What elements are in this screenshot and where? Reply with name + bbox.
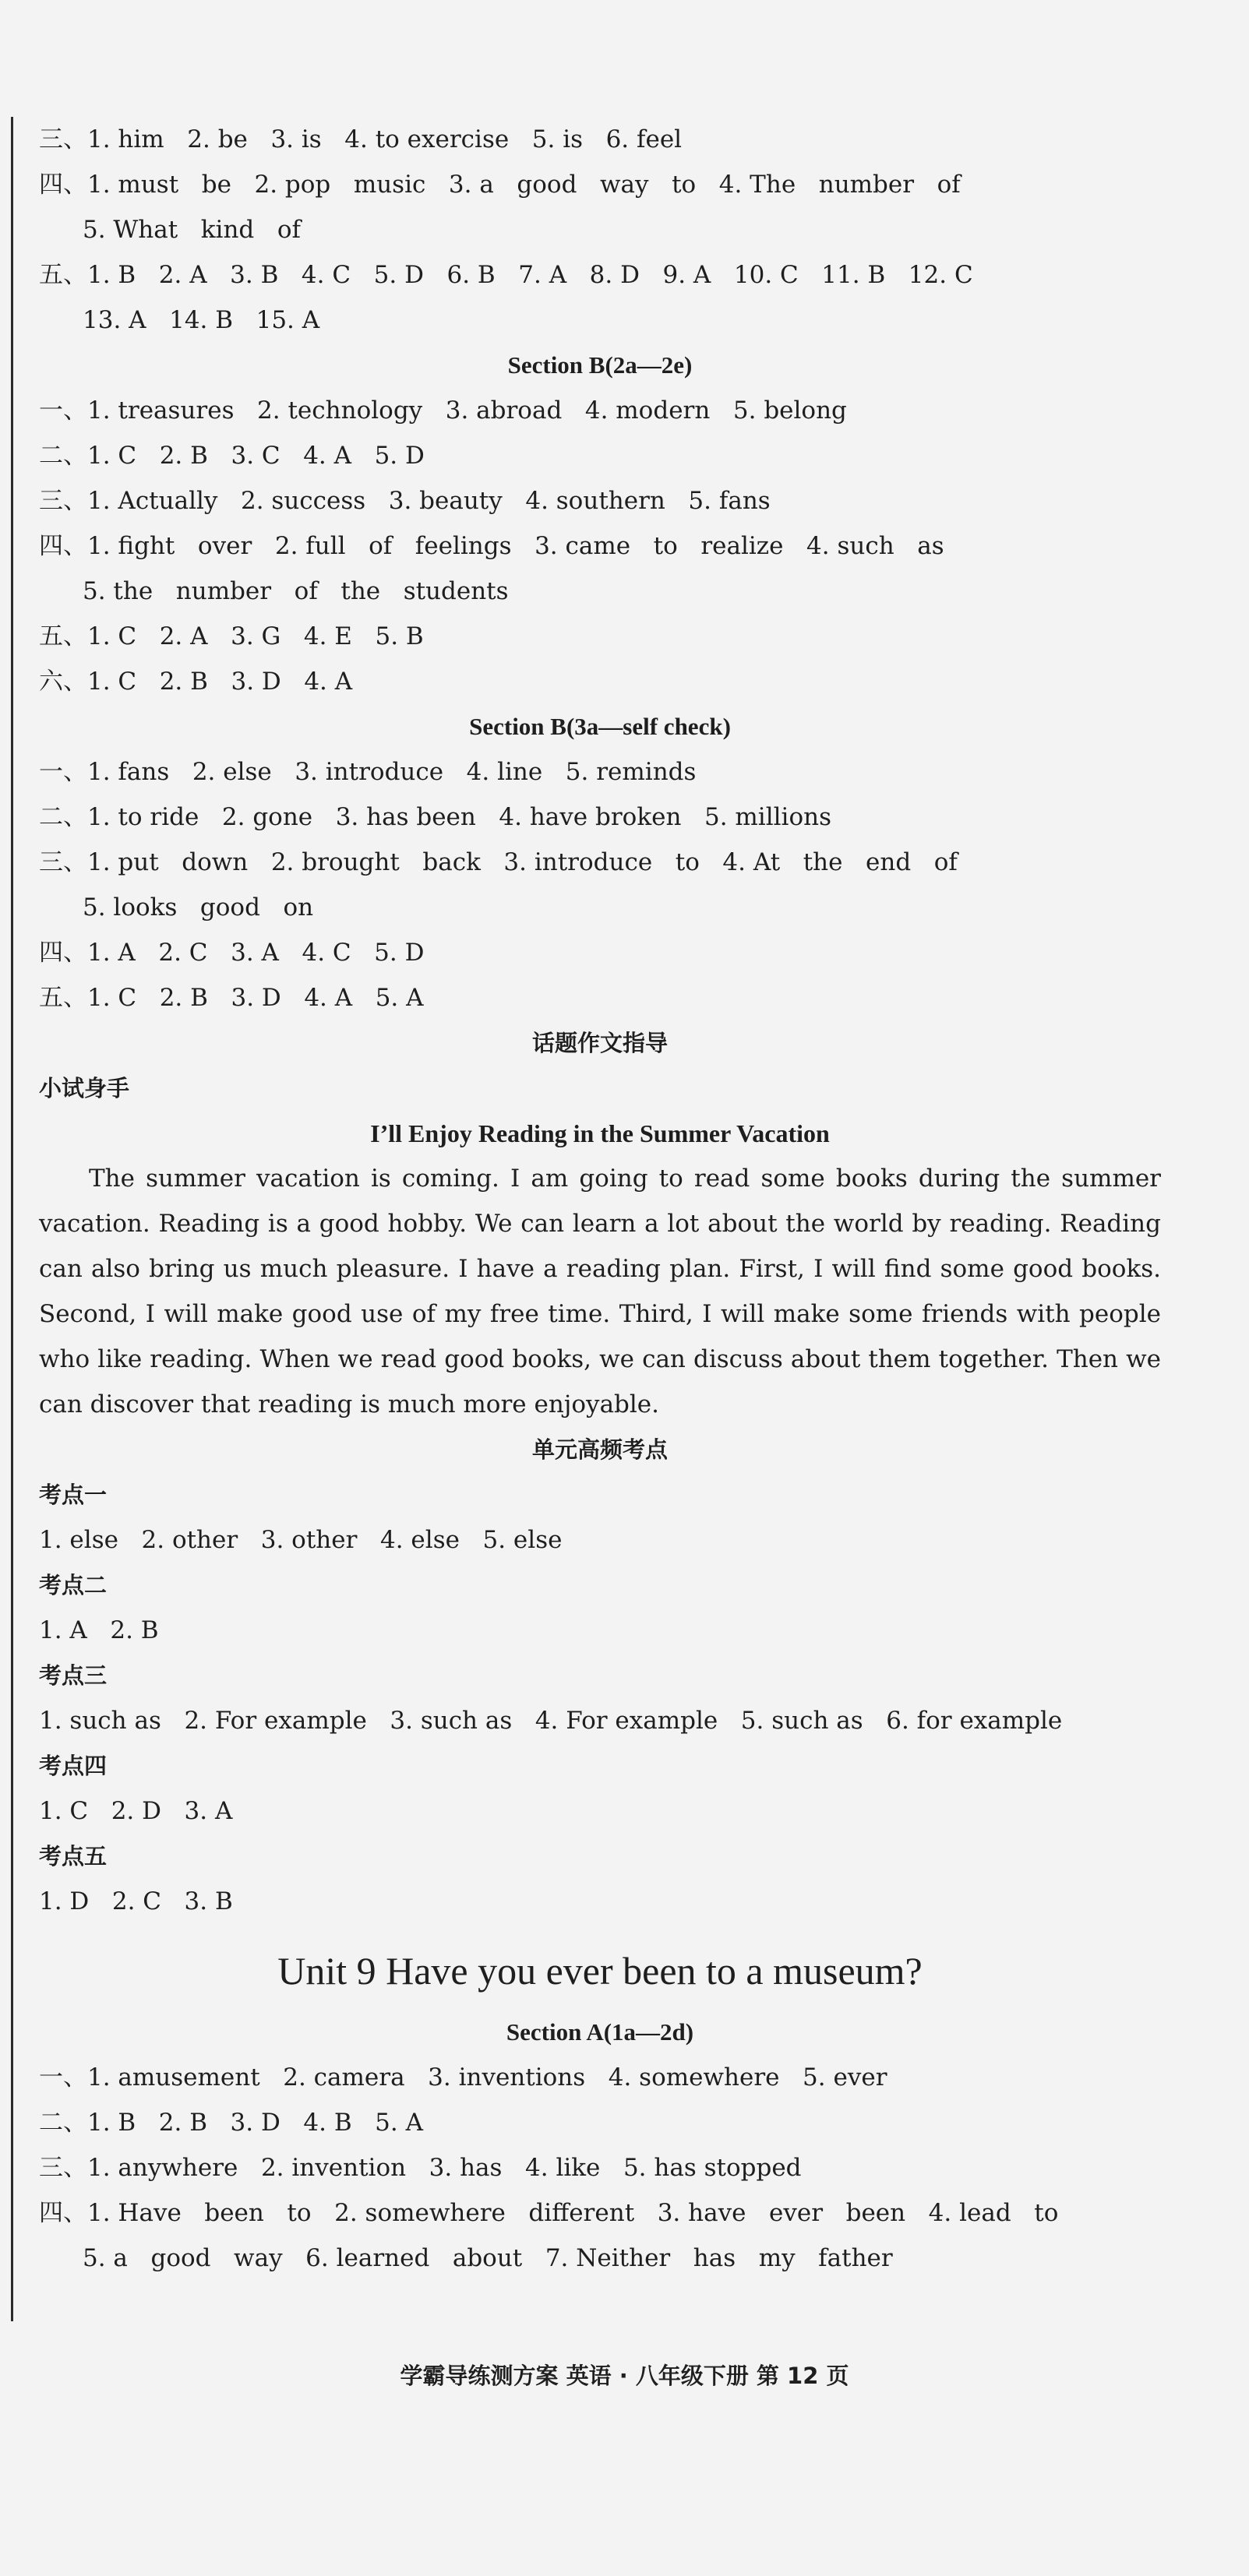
answer-line: 5. a good way 6. learned about 7. Neither has my father — [83, 2244, 893, 2272]
answer-line: 二、1. C 2. B 3. C 4. A 5. D — [39, 442, 425, 470]
answer-line: 一、1. treasures 2. technology 3. abroad 4. modern 5. belong — [39, 396, 847, 425]
writing-heading: 话题作文指导 — [531, 1030, 668, 1056]
answer-line: 五、1. C 2. B 3. D 4. A 5. A — [39, 984, 424, 1012]
section-title: Section A(1a—2d) — [506, 2018, 694, 2046]
essay-body: The summer vacation is coming. I am going to read some books during the summer vacation. Reading is a good hobby. We can learn a lot about the world by reading. Reading can also bring us much pleasure. I have a reading plan. First, I will find some good books. Second, I will make good use of my free time. Third, I will make some friends with people who like reading. When we read good books, we can discuss about them together. Then we can discover that reading is much more enjoyable. — [39, 1165, 1161, 1418]
keypoint-answer: 1. A 2. B — [39, 1616, 159, 1644]
section-title: Section B(2a—2e) — [507, 351, 693, 379]
answer-line: 五、1. C 2. A 3. G 4. E 5. B — [39, 622, 424, 650]
answer-line: 一、1. fans 2. else 3. introduce 4. line 5. reminds — [39, 758, 697, 786]
writing-subheading: 小试身手 — [39, 1075, 130, 1101]
answer-line: 5. looks good on — [83, 893, 314, 922]
answer-line: 四、1. must be 2. pop music 3. a good way to 4. The number of — [39, 171, 961, 199]
answer-line: 三、1. him 2. be 3. is 4. to exercise 5. is 6. feel — [39, 125, 683, 153]
keypoint-answer: 1. else 2. other 3. other 4. else 5. else — [39, 1526, 563, 1554]
keypoint-label: 考点四 — [39, 1753, 108, 1779]
keypoint-label: 考点二 — [39, 1572, 108, 1598]
answer-content — [39, 117, 1161, 2281]
answer-line: 5. the number of the students — [83, 577, 509, 605]
section-title: Section B(3a—self check) — [469, 713, 731, 740]
answer-line: 13. A 14. B 15. A — [83, 306, 320, 334]
answer-line: 二、1. to ride 2. gone 3. has been 4. have broken 5. millions — [39, 803, 832, 831]
page-footer: 学霸导练测方案 英语 · 八年级下册 第 12 页 — [400, 2363, 849, 2389]
essay-title: I’ll Enjoy Reading in the Summer Vacation — [370, 1119, 830, 1147]
answer-line: 三、1. anywhere 2. invention 3. has 4. like 5. has stopped — [39, 2154, 802, 2182]
answer-line: 5. What kind of — [83, 216, 301, 244]
answer-line: 五、1. B 2. A 3. B 4. C 5. D 6. B 7. A 8. D 9. A 10. C 11. B 12. C — [39, 261, 973, 289]
keypoint-label: 考点三 — [39, 1662, 108, 1689]
answer-line: 三、1. put down 2. brought back 3. introduce to 4. At the end of — [39, 848, 958, 876]
keypoint-answer: 1. C 2. D 3. A — [39, 1797, 233, 1825]
keypoint-answer: 1. D 2. C 3. B — [39, 1887, 233, 1915]
answer-line: 四、1. fight over 2. full of feelings 3. came to realize 4. such as — [39, 532, 944, 560]
keypoints-heading: 单元高频考点 — [531, 1436, 668, 1463]
answer-line: 六、1. C 2. B 3. D 4. A — [39, 668, 353, 696]
answer-line: 四、1. A 2. C 3. A 4. C 5. D — [39, 939, 425, 967]
answer-line: 三、1. Actually 2. success 3. beauty 4. southern 5. fans — [39, 487, 771, 515]
answer-line: 二、1. B 2. B 3. D 4. B 5. A — [39, 2109, 423, 2137]
margin-rule — [11, 117, 13, 2321]
answer-line: 四、1. Have been to 2. somewhere different 3. have ever been 4. lead to — [39, 2199, 1059, 2227]
keypoint-label: 考点五 — [39, 1843, 108, 1869]
answer-line: 一、1. amusement 2. camera 3. inventions 4. somewhere 5. ever — [39, 2063, 887, 2091]
keypoint-label: 考点一 — [39, 1482, 108, 1508]
keypoint-answer: 1. such as 2. For example 3. such as 4. For example 5. such as 6. for example — [39, 1707, 1063, 1735]
unit-title: Unit 9 Have you ever been to a museum? — [277, 1949, 923, 1993]
